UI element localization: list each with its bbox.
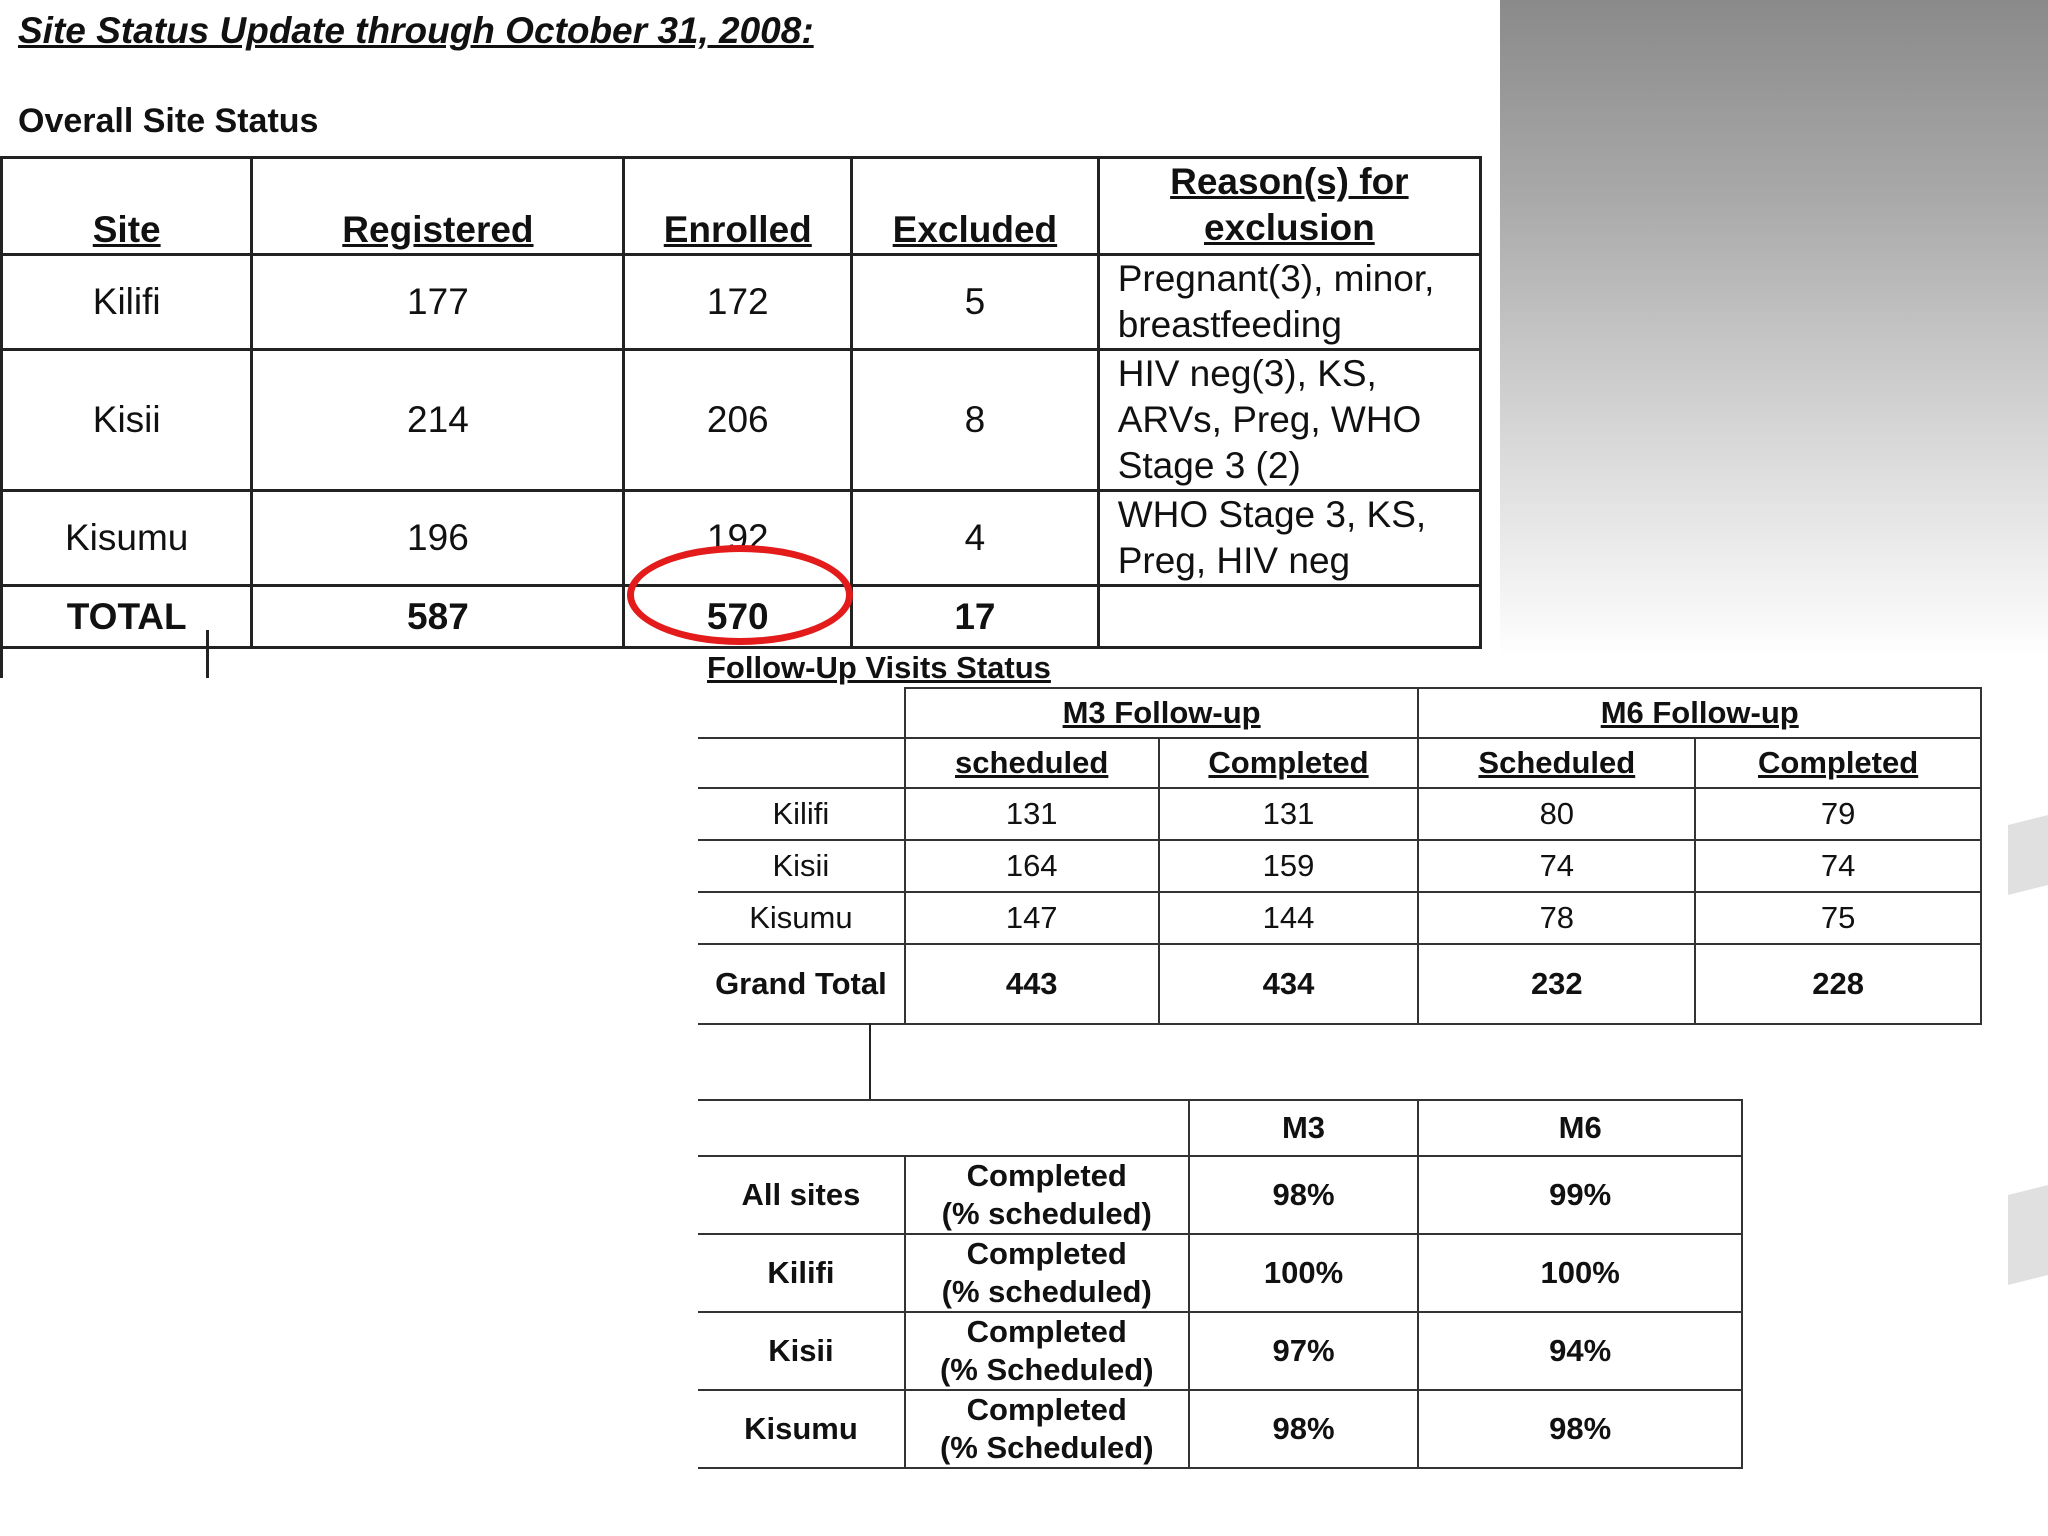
col-header-site: Site bbox=[2, 158, 252, 255]
empty-header-cell bbox=[698, 1100, 1189, 1156]
m6-completed-header: Completed bbox=[1695, 738, 1981, 788]
table-header-row bbox=[698, 688, 1981, 738]
site-cell: Kisumu bbox=[2, 491, 252, 586]
m3-scheduled-header: scheduled bbox=[905, 738, 1159, 788]
registered-cell: 214 bbox=[252, 350, 624, 491]
total-cell: 443 bbox=[905, 944, 1159, 1024]
value-cell: 131 bbox=[1159, 788, 1419, 840]
site-cell: Kilifi bbox=[698, 1234, 905, 1312]
total-cell: 434 bbox=[1159, 944, 1419, 1024]
value-cell: 74 bbox=[1418, 840, 1695, 892]
excluded-cell: 5 bbox=[852, 255, 1099, 350]
metric-label: Completed bbox=[966, 1392, 1127, 1427]
percent-cell: 100% bbox=[1189, 1234, 1419, 1312]
page-title: Site Status Update through October 31, 2008: bbox=[18, 10, 814, 51]
divider bbox=[869, 1023, 871, 1101]
metric-sublabel: (% scheduled) bbox=[941, 1274, 1152, 1309]
value-cell: 164 bbox=[905, 840, 1159, 892]
enrolled-cell: 172 bbox=[624, 255, 852, 350]
slide-background-gradient bbox=[1500, 0, 2048, 660]
metric-cell bbox=[905, 1234, 1189, 1312]
divider bbox=[206, 630, 209, 678]
metric-label: Completed bbox=[966, 1236, 1127, 1271]
table-row bbox=[2, 491, 1481, 586]
total-label-cell: TOTAL bbox=[2, 586, 252, 648]
site-cell: Kisumu bbox=[698, 1390, 905, 1468]
table-row bbox=[698, 1156, 1742, 1234]
completion-table bbox=[698, 1099, 1743, 1469]
table-row bbox=[698, 1390, 1742, 1468]
excluded-cell: 8 bbox=[852, 350, 1099, 491]
value-cell: 74 bbox=[1695, 840, 1981, 892]
m3-group-header: M3 Follow-up bbox=[905, 688, 1419, 738]
metric-cell bbox=[905, 1312, 1189, 1390]
followup-heading: Follow-Up Visits Status bbox=[707, 650, 1051, 685]
value-cell: 147 bbox=[905, 892, 1159, 944]
registered-cell: 177 bbox=[252, 255, 624, 350]
metric-sublabel: (% Scheduled) bbox=[939, 1430, 1154, 1465]
m3-header: M3 bbox=[1189, 1100, 1419, 1156]
value-cell: 79 bbox=[1695, 788, 1981, 840]
divider bbox=[0, 630, 3, 678]
table-header-row bbox=[2, 158, 1481, 255]
metric-sublabel: (% scheduled) bbox=[941, 1196, 1152, 1231]
reason-cell: WHO Stage 3, KS, Preg, HIV neg bbox=[1098, 491, 1480, 586]
reason-cell: Pregnant(3), minor, breastfeeding bbox=[1098, 255, 1480, 350]
table-subheader-row bbox=[698, 738, 1981, 788]
percent-cell: 100% bbox=[1418, 1234, 1742, 1312]
excluded-cell: 4 bbox=[852, 491, 1099, 586]
table-row bbox=[698, 892, 1981, 944]
percent-cell: 98% bbox=[1418, 1390, 1742, 1468]
percent-cell: 98% bbox=[1189, 1156, 1419, 1234]
reason-cell: HIV neg(3), KS, ARVs, Preg, WHO Stage 3 (2) bbox=[1098, 350, 1480, 491]
value-cell: 75 bbox=[1695, 892, 1981, 944]
value-cell: 78 bbox=[1418, 892, 1695, 944]
total-cell: 228 bbox=[1695, 944, 1981, 1024]
grand-total-row bbox=[698, 944, 1981, 1024]
site-cell: Kilifi bbox=[698, 788, 905, 840]
value-cell: 131 bbox=[905, 788, 1159, 840]
decorative-shape bbox=[2008, 1185, 2048, 1285]
table-row bbox=[698, 840, 1981, 892]
empty-header-cell bbox=[698, 738, 905, 788]
table-row bbox=[698, 1312, 1742, 1390]
value-cell: 159 bbox=[1159, 840, 1419, 892]
followup-table bbox=[698, 687, 1982, 1025]
total-row bbox=[2, 586, 1481, 648]
m3-completed-header: Completed bbox=[1159, 738, 1419, 788]
total-registered-cell: 587 bbox=[252, 586, 624, 648]
percent-cell: 94% bbox=[1418, 1312, 1742, 1390]
site-cell: Kisumu bbox=[698, 892, 905, 944]
empty-header-cell bbox=[698, 688, 905, 738]
metric-cell bbox=[905, 1390, 1189, 1468]
decorative-shape bbox=[2008, 815, 2048, 895]
overall-status-heading: Overall Site Status bbox=[18, 102, 319, 140]
table-row bbox=[698, 788, 1981, 840]
metric-cell bbox=[905, 1156, 1189, 1234]
percent-cell: 99% bbox=[1418, 1156, 1742, 1234]
m6-group-header: M6 Follow-up bbox=[1418, 688, 1981, 738]
table-row bbox=[2, 350, 1481, 491]
total-excluded-cell: 17 bbox=[852, 586, 1099, 648]
col-header-excluded: Excluded bbox=[852, 158, 1099, 255]
m6-header: M6 bbox=[1418, 1100, 1742, 1156]
table-row bbox=[2, 255, 1481, 350]
enrolled-cell: 206 bbox=[624, 350, 852, 491]
value-cell: 80 bbox=[1418, 788, 1695, 840]
total-reason-cell bbox=[1098, 586, 1480, 648]
metric-sublabel: (% Scheduled) bbox=[939, 1352, 1154, 1387]
col-header-reason: Reason(s) for exclusion bbox=[1098, 158, 1480, 255]
value-cell: 144 bbox=[1159, 892, 1419, 944]
total-cell: 232 bbox=[1418, 944, 1695, 1024]
col-header-registered: Registered bbox=[252, 158, 624, 255]
overall-status-table bbox=[0, 156, 1482, 649]
site-cell: Kisii bbox=[698, 1312, 905, 1390]
m6-scheduled-header: Scheduled bbox=[1418, 738, 1695, 788]
total-enrolled-cell: 570 bbox=[624, 586, 852, 648]
table-row bbox=[698, 1234, 1742, 1312]
metric-label: Completed bbox=[966, 1314, 1127, 1349]
enrolled-cell: 192 bbox=[624, 491, 852, 586]
registered-cell: 196 bbox=[252, 491, 624, 586]
site-cell: Kisii bbox=[698, 840, 905, 892]
grand-total-label: Grand Total bbox=[698, 944, 905, 1024]
percent-cell: 98% bbox=[1189, 1390, 1419, 1468]
metric-label: Completed bbox=[966, 1158, 1127, 1193]
col-header-enrolled: Enrolled bbox=[624, 158, 852, 255]
site-cell: Kilifi bbox=[2, 255, 252, 350]
site-cell: Kisii bbox=[2, 350, 252, 491]
table-header-row bbox=[698, 1100, 1742, 1156]
percent-cell: 97% bbox=[1189, 1312, 1419, 1390]
site-cell: All sites bbox=[698, 1156, 905, 1234]
